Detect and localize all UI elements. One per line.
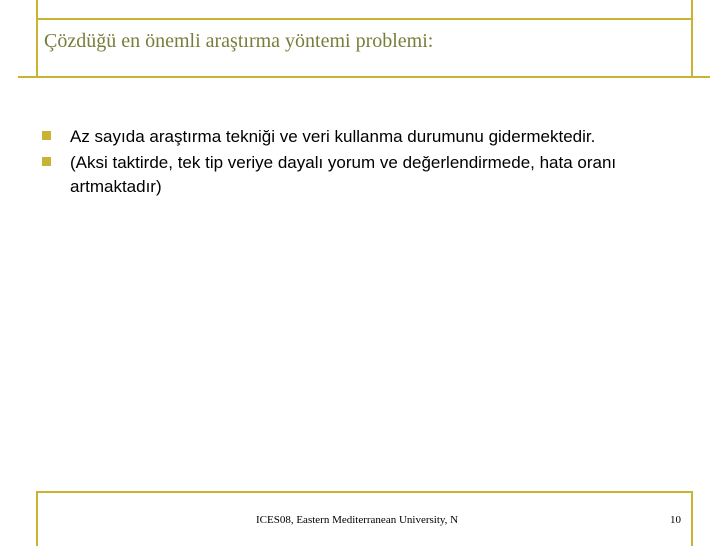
top-frame-line: [36, 18, 692, 20]
page-number: 10: [670, 514, 681, 526]
bottom-frame-line: [36, 491, 692, 493]
top-left-frame-line: [36, 0, 38, 78]
slide-title: Çözdüğü en önemli araştırma yöntemi problemi:: [44, 30, 434, 52]
square-bullet-icon: [42, 131, 51, 140]
square-bullet-icon: [42, 157, 51, 166]
title-divider-line: [18, 76, 710, 78]
bottom-right-frame-line: [691, 491, 693, 546]
bottom-left-frame-line: [36, 491, 38, 546]
bullet-item: [42, 151, 682, 199]
footer-text: ICES08, Eastern Mediterranean University, N: [256, 514, 459, 526]
top-right-frame-line: [691, 0, 693, 78]
bullet-text: (Aksi taktirde, tek tip veriye dayalı yorum ve değerlendirmede, hata oranı artmaktadır): [70, 153, 617, 196]
bullet-item: [42, 125, 682, 149]
bullet-text: Az sayıda araştırma tekniği ve veri kullanma durumunu gidermektedir.: [70, 127, 596, 146]
bullet-list: [42, 125, 682, 201]
